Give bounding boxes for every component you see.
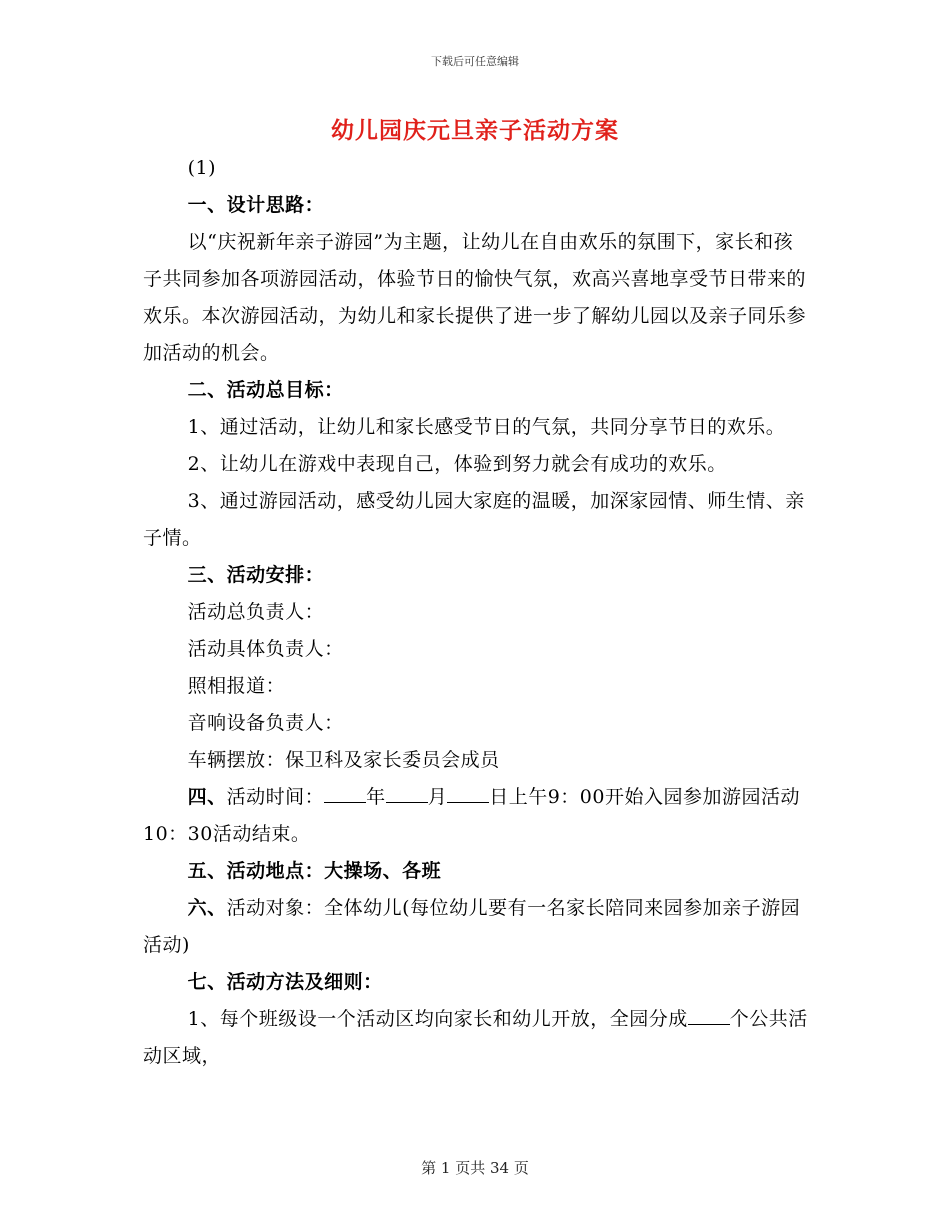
- document-body: [143, 150, 808, 1075]
- heading-location: 五、活动地点：大操场、各班: [187, 860, 442, 882]
- page-footer: 第 1 页共 34 页: [421, 1159, 529, 1177]
- arrangement-item-3: 照相报道：: [187, 675, 286, 697]
- heading-goals: 二、活动总目标：: [187, 379, 344, 401]
- goal-item-2: 2、让幼儿在游戏中表现自己，体验到努力就会有成功的欢乐。: [187, 453, 727, 475]
- heading-design-idea: 一、设计思路：: [187, 194, 325, 216]
- rule-text-2: 个公共活动区域，: [143, 1008, 808, 1067]
- goal-item-1: 1、通过活动，让幼儿和家长感受节日的气氛，共同分享节日的欢乐。: [187, 416, 786, 438]
- heading-time-label: 四、: [187, 786, 227, 808]
- arrangement-item-4: 音响设备负责人：: [187, 712, 344, 734]
- rule-text-1: 1、每个班级设一个活动区均向家长和幼儿开放，全园分成: [187, 1008, 688, 1030]
- blank-year: [324, 788, 366, 803]
- heading-target-label: 六、: [187, 897, 227, 919]
- heading-arrangement: 三、活动安排：: [187, 564, 325, 586]
- blank-month: [386, 788, 428, 803]
- blank-day: [447, 788, 489, 803]
- document-title: 幼儿园庆元旦亲子活动方案: [331, 117, 619, 144]
- target-text: 活动对象：全体幼儿(每位幼儿要有一名家长陪同来园参加亲子游园活动): [143, 897, 801, 956]
- paragraph-design-idea: 以“庆祝新年亲子游园”为主题，让幼儿在自由欢乐的氛围下，家长和孩子共同参加各项游园活动，体验节日的愉快气氛，欢高兴喜地享受节日带来的欢乐。本次游园活动，为幼儿和家长提供了进一步了解幼儿园以及亲子同乐参加活动的机会。: [143, 231, 807, 364]
- arrangement-item-5: 车辆摆放：保卫科及家长委员会成员: [187, 749, 500, 771]
- section-number: (1): [187, 157, 217, 179]
- time-month: 月: [427, 786, 448, 808]
- time-year: 年: [366, 786, 386, 808]
- rule-item-1: [143, 1001, 808, 1075]
- paragraph-activity-time: [143, 779, 808, 853]
- paragraph-target: [143, 890, 808, 964]
- header-note: 下载后可任意编辑: [431, 55, 519, 68]
- time-text-2: 日上午9：00开始入园参加游园活动10：30活动结束。: [143, 786, 800, 845]
- arrangement-item-1: 活动总负责人：: [187, 601, 325, 623]
- time-text-1: 活动时间：: [226, 786, 325, 808]
- goal-item-3: 3、通过游园活动，感受幼儿园大家庭的温暖，加深家园情、师生情、亲子情。: [143, 490, 805, 549]
- blank-area-count: [688, 1010, 730, 1025]
- arrangement-item-2: 活动具体负责人：: [187, 638, 344, 660]
- heading-methods: 七、活动方法及细则：: [187, 971, 383, 993]
